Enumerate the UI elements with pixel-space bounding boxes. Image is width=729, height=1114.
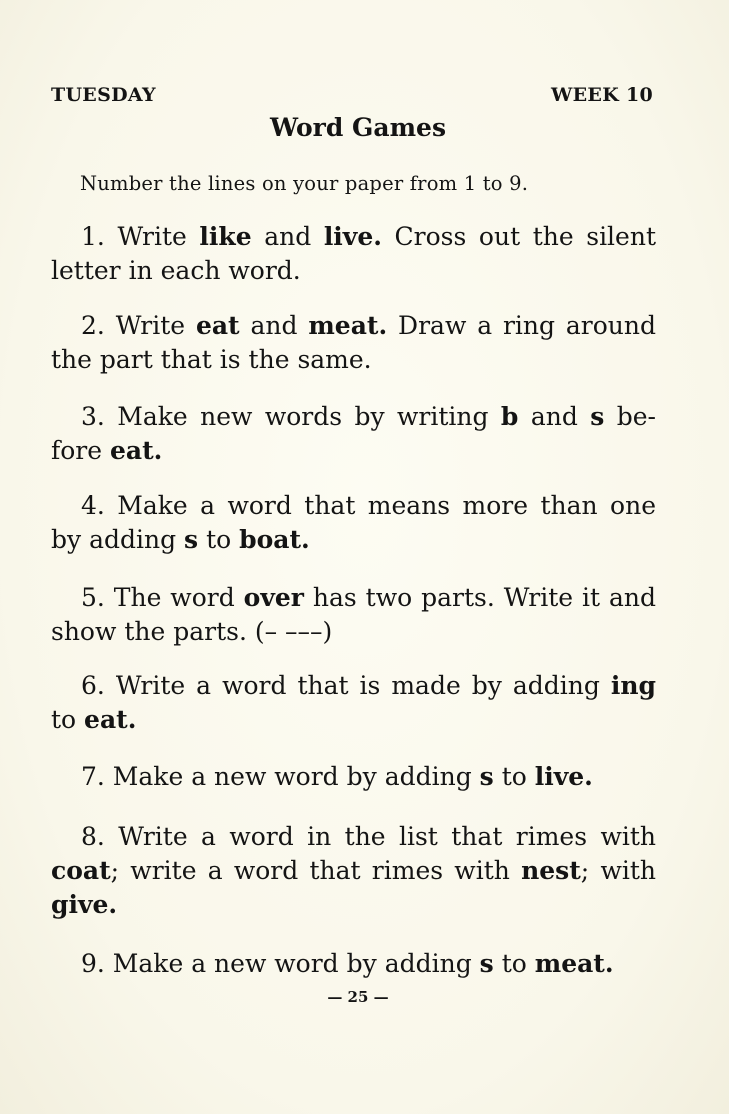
keyword: give.: [51, 890, 118, 919]
item-text: to: [493, 762, 535, 791]
item-text: 6. Write a word that is made by adding: [81, 671, 611, 700]
item-text: and: [239, 311, 309, 340]
keyword: nest: [521, 856, 581, 885]
item-text: 9. Make a new word by adding: [81, 949, 480, 978]
exercise-item-4: [51, 489, 656, 557]
keyword: boat.: [239, 525, 310, 554]
item-text: to: [493, 949, 535, 978]
exercise-item-7: [51, 760, 656, 794]
item-text: has two parts. Write it and show the parts. (– –––): [51, 583, 657, 646]
item-text: to: [198, 525, 240, 554]
item-text: 5. The word: [81, 583, 244, 612]
exercise-item-9: [51, 947, 656, 981]
item-text: 2. Write: [81, 311, 196, 340]
header-week: WEEK 10: [551, 84, 653, 106]
keyword: eat: [195, 311, 240, 340]
keyword: b: [500, 402, 519, 431]
item-text: ; write a word that rimes with: [110, 856, 522, 885]
exercise-item-1: [51, 220, 656, 288]
exercise-item-6: [51, 669, 656, 737]
keyword: s: [590, 402, 605, 431]
keyword: over: [243, 583, 304, 612]
item-text: Draw a ring around the part that is the same.: [51, 311, 657, 374]
item-text: 4. Make a word that means more than one by adding: [51, 491, 656, 554]
item-text: be-fore: [51, 402, 656, 465]
item-text: Cross out the silent letter in each word.: [51, 222, 656, 285]
keyword: s: [479, 762, 494, 791]
item-text: to: [51, 705, 85, 734]
page-header: [51, 84, 653, 106]
keyword: meat.: [308, 311, 388, 340]
keyword: coat: [51, 856, 111, 885]
item-text: and: [518, 402, 591, 431]
item-text: 3. Make new words by writing: [81, 402, 501, 431]
item-text: 7. Make a new word by adding: [81, 762, 480, 791]
item-text: 8. Write a word in the list that rimes with: [81, 822, 656, 851]
exercise-item-3: [51, 400, 656, 468]
item-text: 1. Write: [81, 222, 200, 251]
page-title: Word Games: [269, 113, 447, 142]
exercise-item-5: [51, 581, 656, 649]
keyword: live.: [534, 762, 593, 791]
page-number: — 25 —: [327, 988, 389, 1006]
exercise-item-2: [51, 309, 656, 377]
item-text: and: [251, 222, 324, 251]
header-day: TUESDAY: [51, 84, 156, 106]
instructions: Number the lines on your paper from 1 to 9.: [80, 172, 529, 195]
item-text: ; with: [580, 856, 656, 885]
keyword: like: [199, 222, 252, 251]
keyword: live.: [323, 222, 382, 251]
keyword: eat.: [84, 705, 137, 734]
keyword: s: [184, 525, 199, 554]
keyword: meat.: [534, 949, 614, 978]
keyword: eat.: [110, 436, 163, 465]
keyword: s: [479, 949, 494, 978]
keyword: ing: [610, 671, 656, 700]
exercise-item-8: [51, 820, 656, 922]
